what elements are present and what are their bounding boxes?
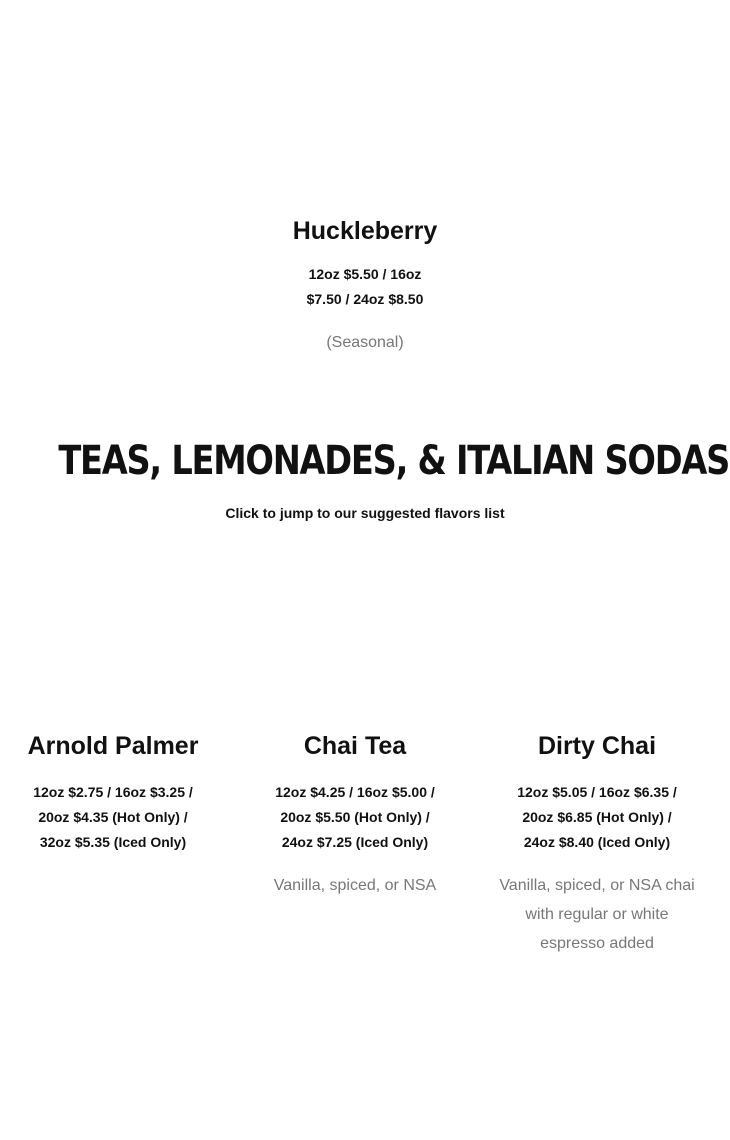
item-price-line: 20oz $6.85 (Hot Only) / — [522, 809, 672, 825]
item-price-line: 12oz $4.25 / 16oz $5.00 / — [275, 784, 435, 800]
item-price-line: 12oz $5.50 / 16oz — [308, 266, 422, 282]
item-title: Chai Tea — [303, 732, 407, 760]
item-price-line: 32oz $5.35 (Iced Only) — [39, 834, 187, 850]
suggested-flavors-link[interactable]: Click to jump to our suggested flavors list — [225, 505, 505, 521]
menu-item-huckleberry — [0, 216, 730, 357]
item-price-line: 24oz $8.40 (Iced Only) — [523, 834, 671, 850]
item-title: Arnold Palmer — [27, 732, 199, 760]
item-title: Dirty Chai — [537, 732, 657, 760]
item-price-line: 24oz $7.25 (Iced Only) — [281, 834, 429, 850]
menu-item-dirty-chai — [487, 731, 707, 958]
item-price-line: 20oz $5.50 (Hot Only) / — [280, 809, 430, 825]
item-note: with regular or white — [525, 906, 669, 923]
item-title: Huckleberry — [292, 217, 438, 245]
menu-item-chai-tea — [250, 731, 460, 900]
item-price-line: 20oz $4.35 (Hot Only) / — [38, 809, 188, 825]
item-price-line: 12oz $5.05 / 16oz $6.35 / — [517, 784, 677, 800]
item-price-line: 12oz $2.75 / 16oz $3.25 / — [33, 784, 193, 800]
item-note: Vanilla, spiced, or NSA — [273, 877, 437, 894]
item-note: (Seasonal) — [326, 334, 404, 351]
section-heading: TEAS, LEMONADES, & ITALIAN SODAS — [58, 438, 730, 484]
menu-item-arnold-palmer — [8, 731, 218, 855]
item-price-line: $7.50 / 24oz $8.50 — [306, 291, 424, 307]
item-note: Vanilla, spiced, or NSA chai — [499, 877, 695, 894]
item-note: espresso added — [540, 935, 654, 952]
